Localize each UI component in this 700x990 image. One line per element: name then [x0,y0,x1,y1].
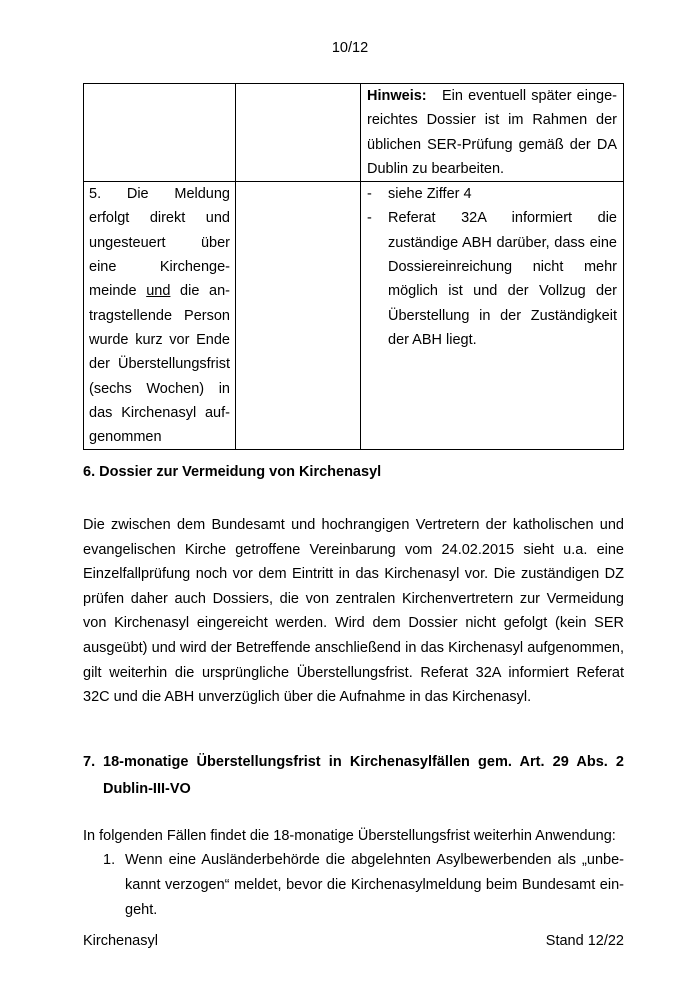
list-item [367,182,617,206]
section-6-paragraph: Die zwischen dem Bundesamt und hochrangigen Vertretern der katholischen und evangelischen Kirche getroffene Vereinbarung vom 24.02.2015 sieht u.a. eine Einzelfallprüfung noch vor dem Eintritt in das Kirchenasyl vor. Die zuständigen DZ prüfen daher auch Dossiers, die von zentralen Kirchenvertretern zur Vermeidung von Kirchenasyl eingereicht werden. Wird dem Dossier nicht gefolgt (kein SER ausgeübt) und wird der Betreffende anschließend in das Kirchenasyl aufgenommen, gilt weiterhin die ursprüngliche Überstellungsfrist. Referat 32A informiert Referat 32C und die ABH unverzüglich über die Aufnahme in das Kirchenasyl. [83,517,624,706]
section-7-intro: In folgenden Fällen findet die 18-monatige Überstellungsfrist weiterhin Anwendung: [83,828,616,844]
dash-marker: - [367,210,372,227]
table-cell-empty [236,84,361,182]
section-6-heading: 6. Dossier zur Vermeidung von Kirchenasyl [83,464,382,480]
list-item-number: 1. [103,852,116,868]
list-item-text: siehe Ziffer 4 [388,186,472,203]
table-cell-measures [361,182,624,450]
measures-list [367,182,617,352]
list-item [83,848,624,922]
table-cell-case [84,84,236,182]
table-row [84,84,624,182]
section-7-heading [83,749,624,803]
list-item-text: Referat 32A informiert die zuständige ABH darüber, dass eine Dossiereinreichung nicht mehr möglich ist und der Vollzug der Überstellung in der Zuständigkeit der ABH liegt. [388,210,617,348]
case-text-underlined: und [146,283,171,300]
table-cell-case [84,182,236,450]
table-row [84,182,624,450]
list-item-text: Wenn eine Ausländerbehörde die abgelehnten Asylbewerbenden als „unbekannt verzogen“ meldet, bevor die Kirchenasylmeldung beim Bundesamt eingeht. [125,852,624,918]
dash-marker: - [367,186,372,203]
section-7-list [83,848,624,922]
table-cell-hint [361,84,624,182]
footer-title: Kirchenasyl [83,933,158,949]
case-text-part1: 5. Die Meldung erfolgt direkt und ungesteuert über eine Kirchengemeinde [89,186,230,300]
list-item [367,206,617,352]
section-7-heading-text: 18-monatige Überstellungsfrist in Kirchenasylfällen gem. Art. 29 Abs. 2 Dublin-III-VO [103,754,624,797]
footer-status: Stand 12/22 [545,933,624,949]
hint-label: Hinweis: [367,88,427,104]
page-number: 10/12 [331,40,369,56]
hint-text: Ein eventuell später eingereichtes Dossier ist im Rahmen der üblichen SER-Prüfung gemäß der DA Dublin zu bearbeiten. [367,88,617,177]
section-7-number: 7. [83,754,96,770]
table-cell-empty [236,182,361,450]
case-text-part2: die antragstellende Person wurde kurz vor Ende der Überstellungsfrist (sechs Wochen) in das Kirchenasyl aufgenommen [89,283,230,446]
procedure-table [83,83,624,450]
